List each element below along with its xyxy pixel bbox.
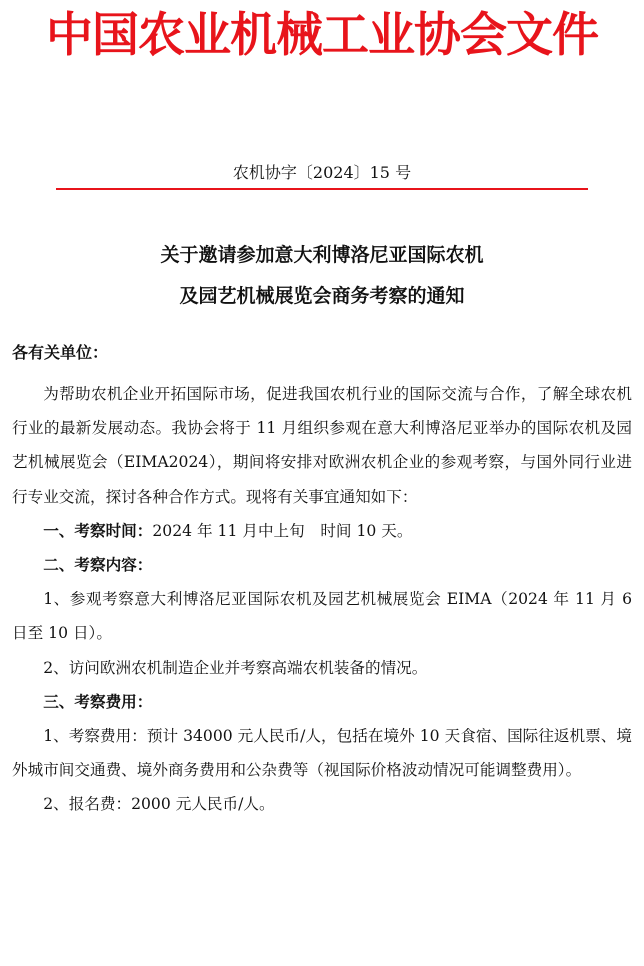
section-content-item: 1、参观考察意大利博洛尼亚国际农机及园艺机械展览会 EIMA（2024 年 11 月 6 日至 10 日）。 — [12, 590, 632, 643]
section-time-text: 2024 年 11 月中上旬 时间 10 天。 — [152, 521, 413, 540]
section-cost-item: 2、报名费：2000 元人民币/人。 — [43, 795, 275, 814]
notice-title-line-2: 及园艺机械展览会商务考察的通知 — [179, 285, 465, 307]
section-content-item: 2、访问欧洲农机制造企业并考察高端农机装备的情况。 — [43, 658, 428, 677]
document-number: 农机协字〔2024〕15 号 — [232, 163, 412, 182]
notice-title-line-1: 关于邀请参加意大利博洛尼亚国际农机 — [160, 244, 484, 266]
red-divider-line — [56, 188, 588, 190]
section-time — [12, 514, 632, 548]
section-cost-heading: 三、考察费用： — [43, 692, 153, 711]
section-content-heading: 二、考察内容： — [43, 556, 153, 575]
intro-paragraph: 为帮助农机企业开拓国际市场，促进我国农机行业的国际交流与合作，了解全球农机行业的最新发展动态。我协会将于 11 月组织参观在意大利博洛尼亚举办的国际农机及园艺机械展览会（EIMA2024），期间将安排对欧洲农机企业的参观考察，与国外同行业进行专业交流，探讨各种合作方式。现将有关事宜通知如下： — [12, 385, 632, 506]
org-header-title: 中国农业机械工业协会文件 — [46, 8, 598, 63]
section-time-heading: 一、考察时间： — [43, 521, 153, 540]
section-cost-item: 1、考察费用：预计 34000 元人民币/人，包括在境外 10 天食宿、国际往返机票、境外城市间交通费、境外商务费用和公杂费等（视国际价格波动情况可能调整费用）。 — [12, 727, 632, 780]
document-body — [12, 377, 632, 822]
salutation: 各有关单位： — [12, 343, 109, 362]
